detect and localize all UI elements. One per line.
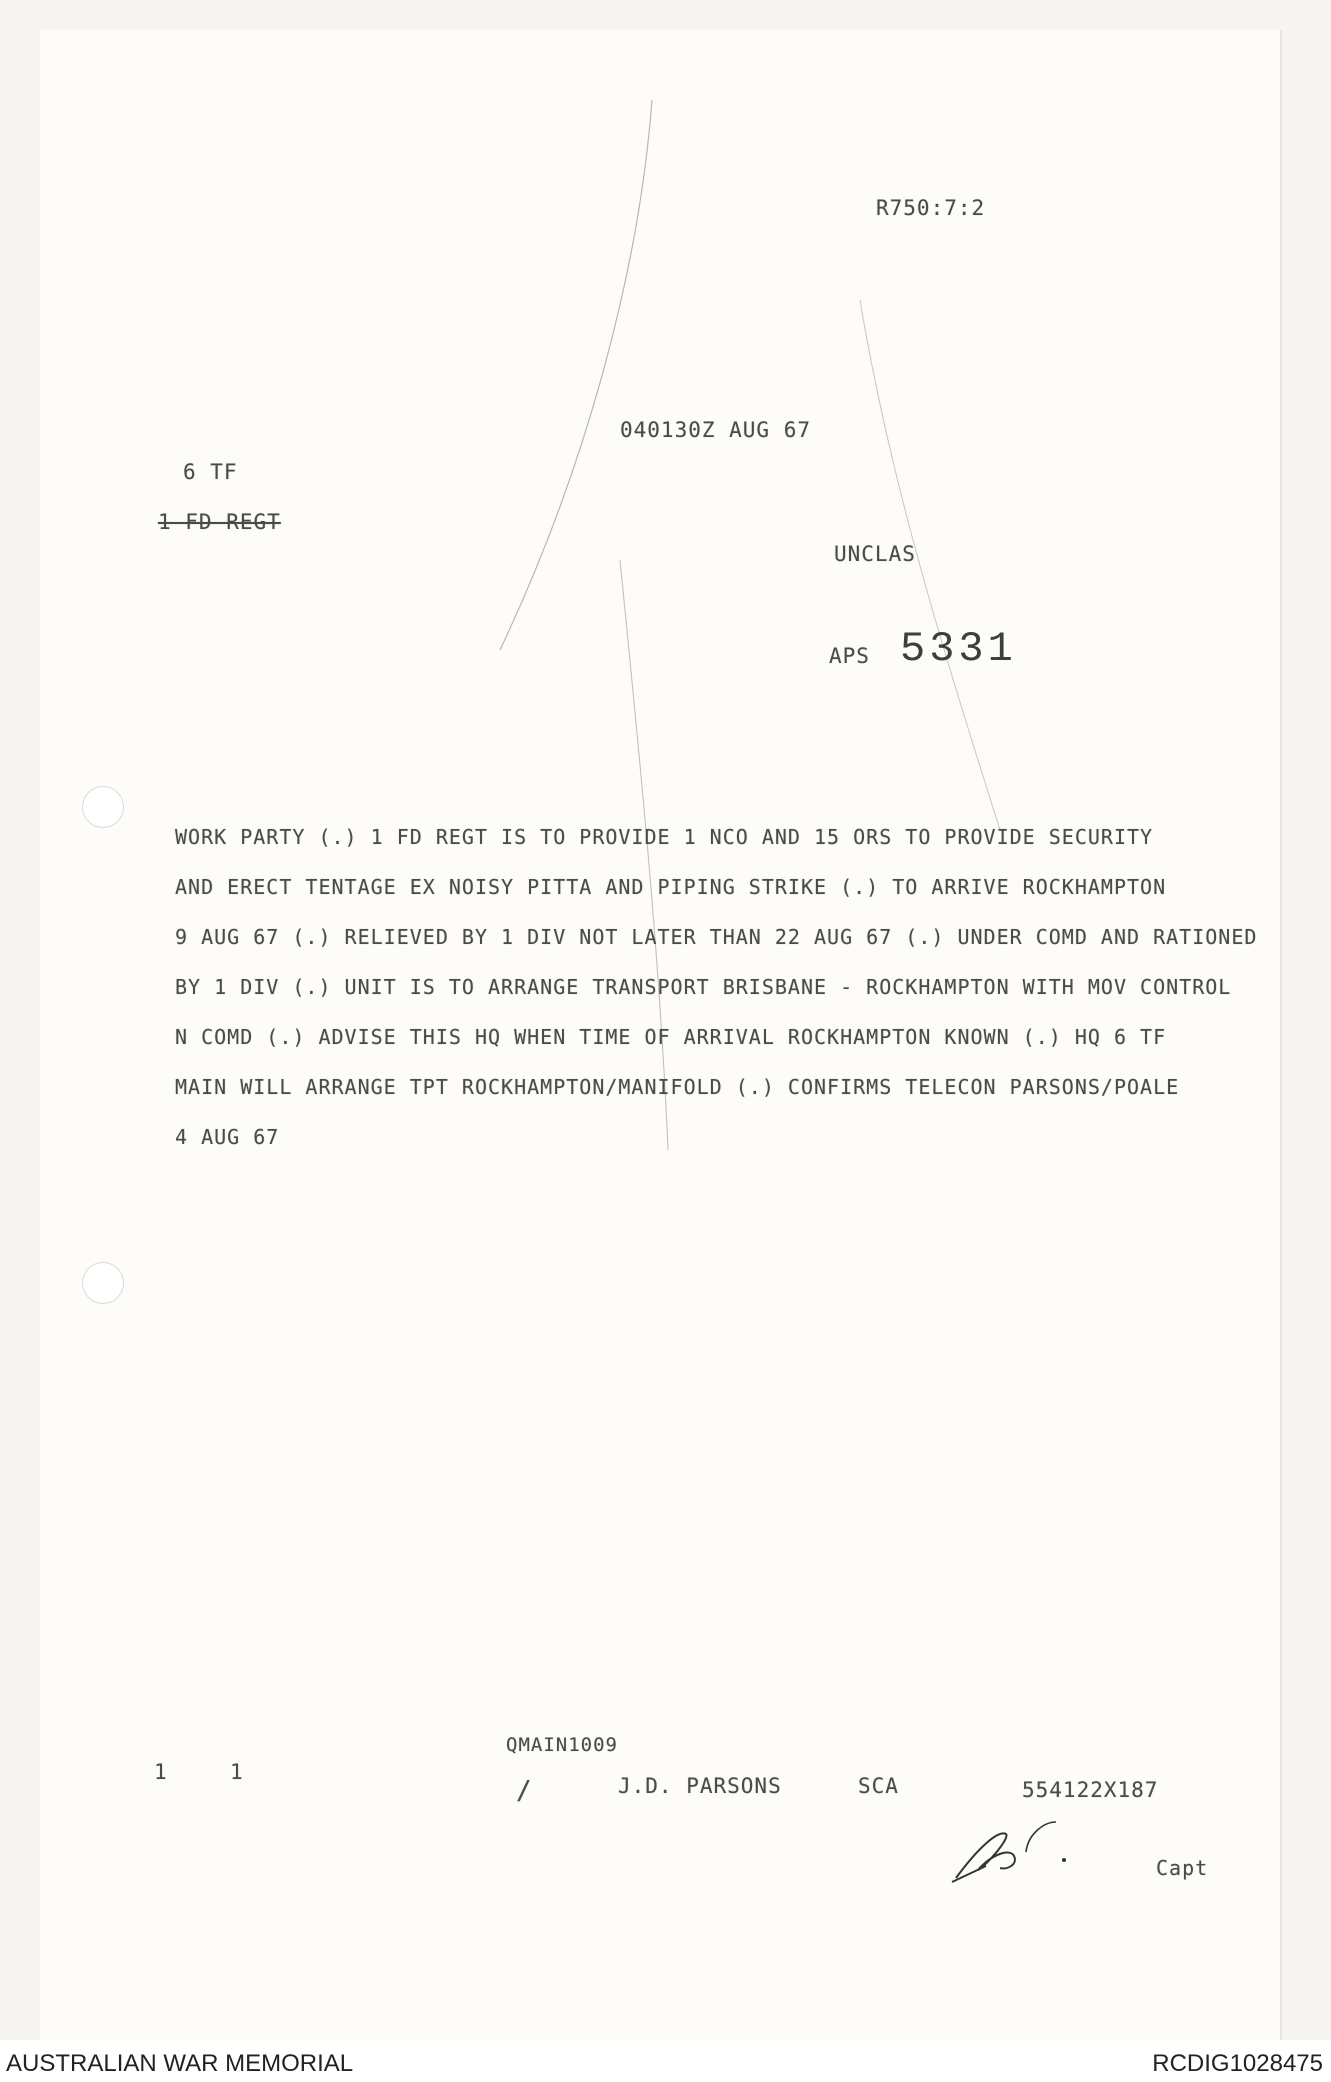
originator-name: J.D. PARSONS [618,1774,782,1798]
body-line: MAIN WILL ARRANGE TPT ROCKHAMPTON/MANIFOLD (.) CONFIRMS TELECON PARSONS/POALE [175,1075,1180,1099]
handwritten-signature [948,1808,1108,1888]
routing-slash: / [516,1776,533,1806]
originator-appointment: SCA [858,1774,899,1798]
copies-count-a: 1 [154,1760,168,1784]
aps-number: 5331 [900,625,1017,673]
body-line: 4 AUG 67 [175,1125,280,1149]
telephone-number: 554122X187 [1022,1778,1159,1802]
archive-institution: AUSTRALIAN WAR MEMORIAL [6,2050,354,2077]
signatory-rank: Capt [1156,1856,1209,1880]
body-line: 9 AUG 67 (.) RELIEVED BY 1 DIV NOT LATER THAN 22 AUG 67 (.) UNDER COMD AND RATIONED [175,925,1258,949]
body-line: BY 1 DIV (.) UNIT IS TO ARRANGE TRANSPORT BRISBANE - ROCKHAMPTON WITH MOV CONTROL [175,975,1232,999]
classification: UNCLAS [834,542,916,566]
body-line: N COMD (.) ADVISE THIS HQ WHEN TIME OF ARRIVAL ROCKHAMPTON KNOWN (.) HQ 6 TF [175,1025,1167,1049]
routing-code: QMAIN1009 [506,1734,618,1756]
body-line: WORK PARTY (.) 1 FD REGT IS TO PROVIDE 1 NCO AND 15 ORS TO PROVIDE SECURITY [175,825,1154,849]
body-line: AND ERECT TENTAGE EX NOISY PITTA AND PIPING STRIKE (.) TO ARRIVE ROCKHAMPTON [175,875,1167,899]
date-time-group: 040130Z AUG 67 [620,418,812,442]
copies-count-b: 1 [230,1760,244,1784]
document-reference: R750:7:2 [876,196,986,220]
aps-label: APS [829,644,870,668]
archive-item-id: RCDIG1028475 [1152,2050,1323,2077]
addressee: 6 TF [183,460,238,484]
struck-originator: 1 FD REGT [158,510,281,534]
message-body [175,812,1257,1162]
